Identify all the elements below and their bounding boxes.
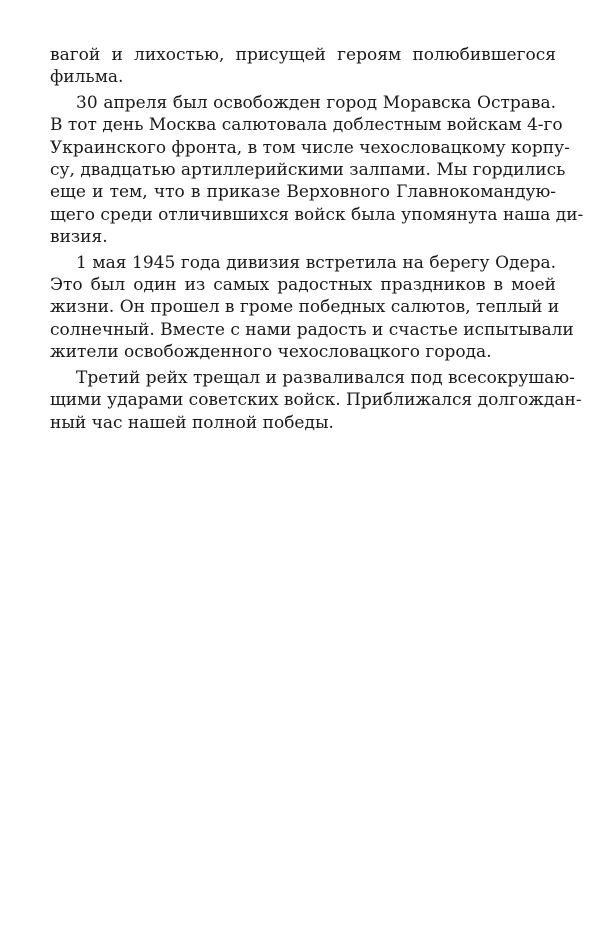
text-line: ный час нашей полной победы.	[50, 412, 334, 433]
text-line: щего среди отличившихся войск была упомянута наша ди-	[50, 204, 584, 225]
text-line: В тот день Москва салютовала доблестным войскам 4-го	[50, 115, 563, 136]
text-line: Это был один из самых радостных праздников в моей	[50, 275, 556, 296]
text-line: вагой и лихостью, присущей героям полюбившегося	[50, 45, 556, 65]
paragraph-1	[50, 44, 556, 89]
paragraph-2	[50, 92, 584, 249]
text-line: щими ударами советских войск. Приближался долгождан-	[50, 390, 582, 411]
text-line: су, двадцатью артиллерийскими залпами. Мы гордились	[50, 160, 566, 181]
text-line: Украинского фронта, в том числе чехословацкому корпу-	[50, 137, 570, 158]
paragraph-3	[50, 252, 574, 364]
text-line: 1 мая 1945 года дивизия встретила на берегу Одера.	[76, 252, 556, 273]
text-line: еще и тем, что в приказе Верховного Главнокомандую-	[50, 182, 556, 203]
text-line: 30 апреля был освобожден город Моравска Острава.	[76, 92, 556, 113]
text-line: Третий рейх трещал и разваливался под всесокрушаю-	[76, 367, 575, 388]
text-line: солнечный. Вместе с нами радость и счастье испытывали	[50, 319, 574, 340]
text-line: фильма.	[50, 67, 124, 88]
text-line: жизни. Он прошел в громе победных салютов, теплый и	[50, 297, 560, 318]
paragraph-4	[50, 367, 582, 434]
text-line: визия.	[50, 227, 108, 248]
body-text	[50, 44, 584, 434]
text-line: жители освобожденного чехословацкого города.	[50, 342, 492, 363]
